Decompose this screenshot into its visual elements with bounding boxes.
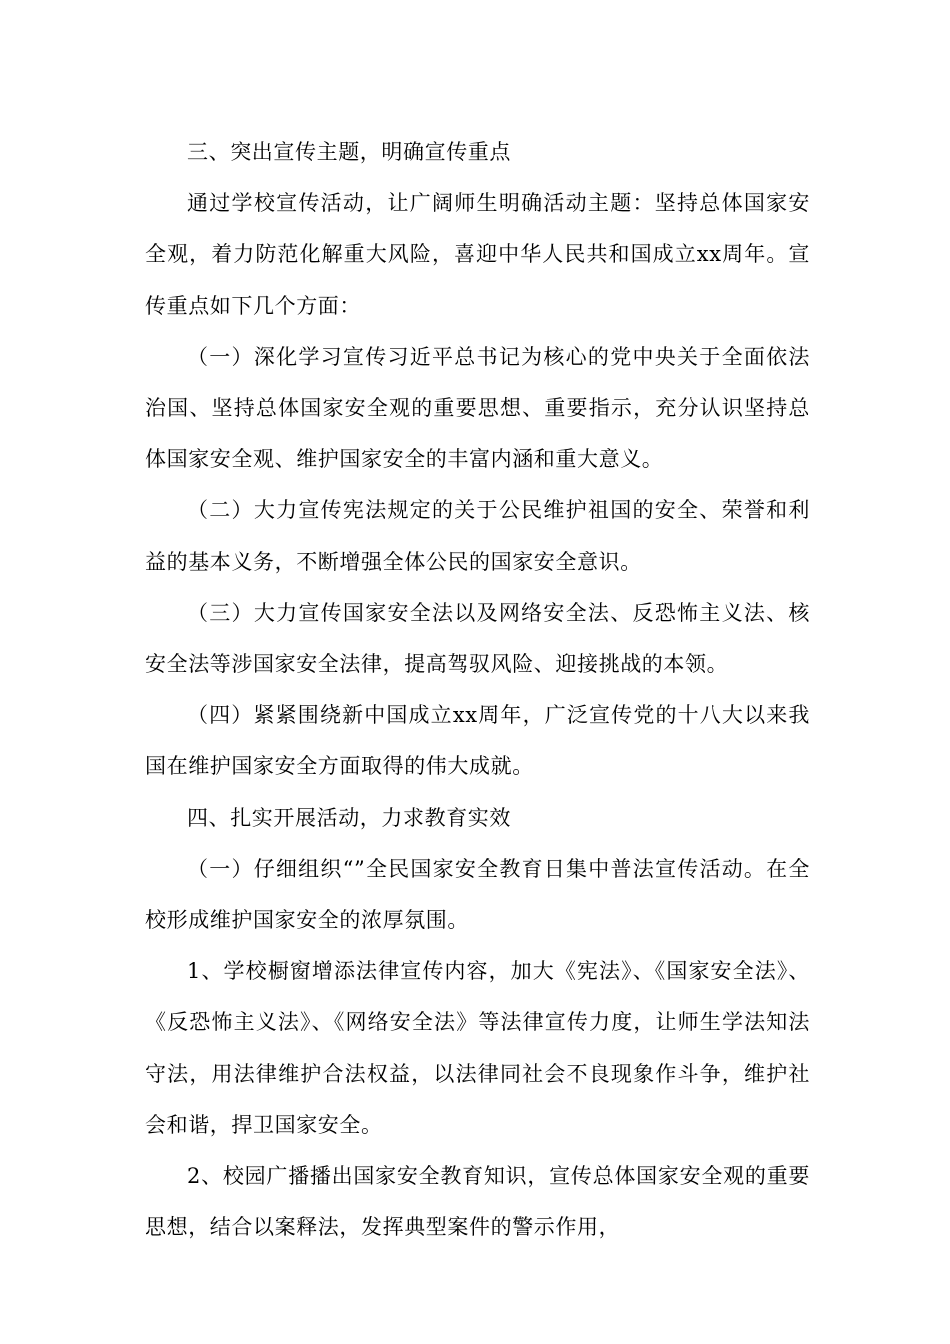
paragraph-point-two: （二）大力宣传宪法规定的关于公民维护祖国的安全、荣誉和利益的基本义务，不断增强全体公民的国家安全意识。	[145, 498, 810, 574]
paragraph-intro: 通过学校宣传活动，让广阔师生明确活动主题：坚持总体国家安全观，着力防范化解重大风险，喜迎中华人民共和国成立xx周年。宣传重点如下几个方面：	[145, 191, 810, 318]
section-heading-three: 三、突出宣传主题，明确宣传重点	[187, 140, 511, 164]
paragraph-point-four: （四）紧紧围绕新中国成立xx周年，广泛宣传党的十八大以来我国在维护国家安全方面取得的伟大成就。	[145, 703, 810, 779]
document-body	[145, 127, 810, 1253]
paragraph-activity-one: （一）仔细组织“”全民国家安全教育日集中普法宣传活动。在全校形成维护国家安全的浓厚氛围。	[145, 856, 810, 933]
paragraph-item-one: 1、学校橱窗增添法律宣传内容，加大《宪法》、《国家安全法》、《反恐怖主义法》、《网络安全法》等法律宣传力度，让师生学法知法守法，用法律维护合法权益，以法律同社会不良现象作斗争，维护社会和谐，捍卫国家安全。	[145, 959, 810, 1137]
section-heading-four: 四、扎实开展活动，力求教育实效	[187, 805, 511, 830]
paragraph-item-two: 2、校园广播播出国家安全教育知识，宣传总体国家安全观的重要思想，结合以案释法，发挥典型案件的警示作用，	[145, 1164, 810, 1240]
paragraph-point-three: （三）大力宣传国家安全法以及网络安全法、反恐怖主义法、核安全法等涉国家安全法律，提高驾驭风险、迎接挑战的本领。	[145, 600, 810, 677]
paragraph-point-one: （一）深化学习宣传习近平总书记为核心的党中央关于全面依法治国、坚持总体国家安全观的重要思想、重要指示，充分认识坚持总体国家安全观、维护国家安全的丰富内涵和重大意义。	[145, 344, 810, 472]
